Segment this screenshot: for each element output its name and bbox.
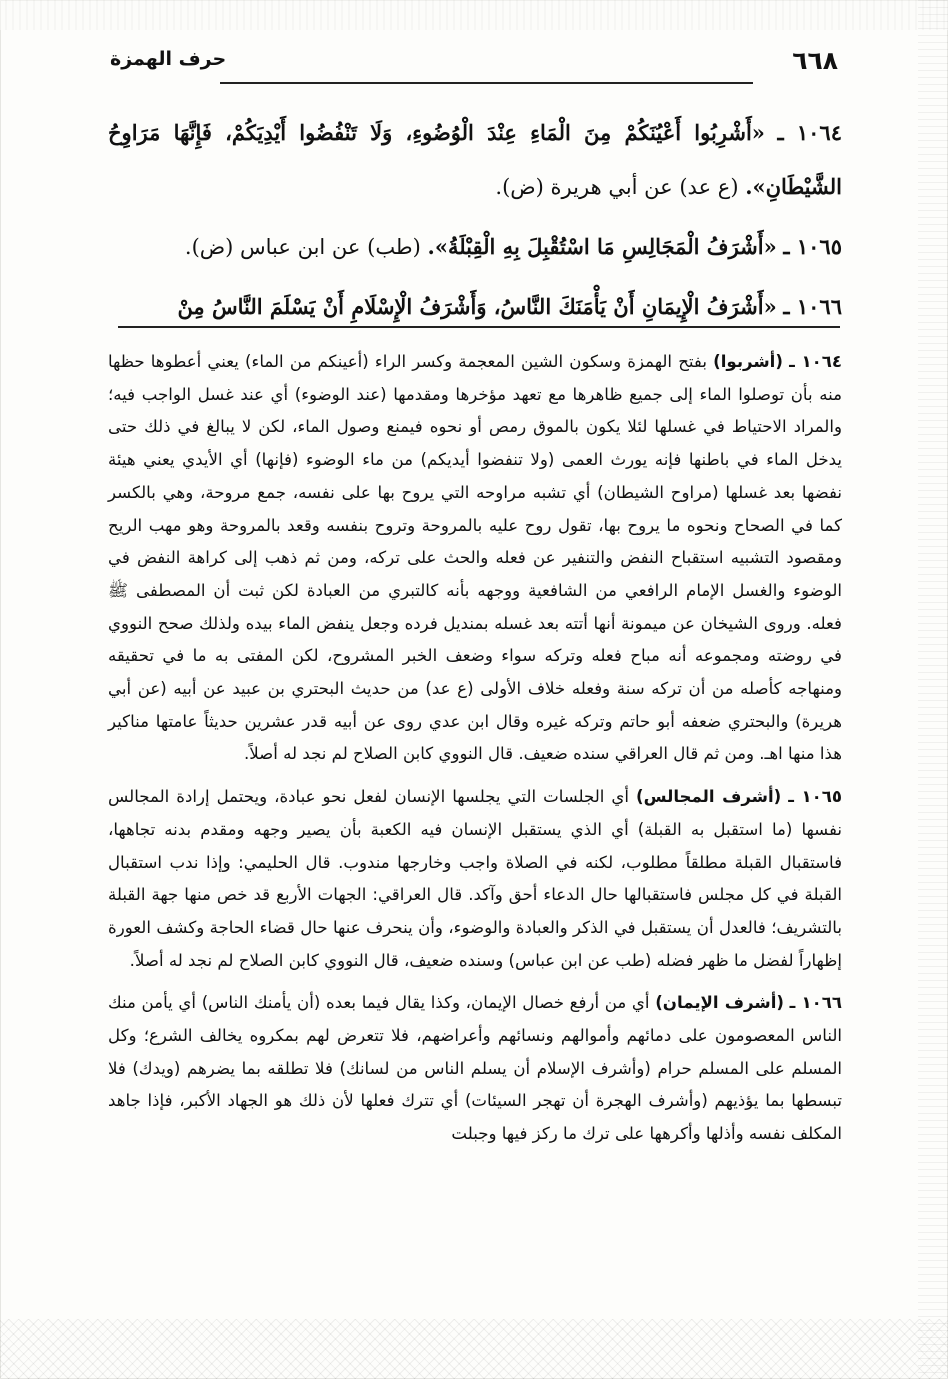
scan-edge-bottom (0, 1319, 948, 1379)
header-rule (220, 82, 753, 84)
hadith-source: (طب) عن ابن عباس (ض). (184, 235, 421, 259)
footnote-separator (118, 326, 840, 328)
commentary-heading: (أشربوا) (713, 352, 783, 371)
hadith-text: «أَشْرِبُوا أَعْيُنَكُمْ مِنَ الْمَاءِ عِنْدَ الْوُضُوءِ، وَلَا تَنْفُضُوا أَيْدِيَكُمْ، فَإِنَّهَا مَرَاوِحُ الشَّيْطَانِ». (108, 120, 842, 199)
hadith-source: (ع عد) عن أبي هريرة (ض). (495, 175, 739, 199)
commentary-1064 (108, 346, 842, 771)
page-header (110, 46, 838, 86)
hadith-1065 (108, 220, 842, 274)
commentary-heading: (أشرف المجالس) (636, 787, 782, 807)
hadith-text-section (108, 106, 842, 340)
hadith-number: ١٠٦٤ ـ (777, 120, 842, 145)
commentary-number: ١٠٦٦ ـ (789, 993, 843, 1013)
commentary-text: أي الجلسات التي يجلسها الإنسان لفعل نحو عبادة، ويحتمل إرادة المجالس نفسها (ما استقبل به القبلة) أي الذي يستقبل الإنسان فيه الكعبة بأن يصير وجهه ومقدم بدنه تجاهها، فاستقبال القبلة مطلقاً مطلوب، لكنه في الصلاة واجب وخارجها مندوب. قال الحليمي: وإذا ندب استقبال القبلة في كل مجلس فاستقبالها حال الدعاء أحق وآكد. قال العراقي: الجهات الأربع قد خص منها جهة القبلة بالتشريف؛ فالعدل أن يستقبل في الذكر والعبادة والوضوء، وأن ينحرف عنها حال قضاء الحاجة وكشف العورة إظهاراً لفضل ما ظهر فضله (طب عن ابن عباس) وسنده ضعيف، قال النووي كابن الصلاح لم نجد له أصلاً. (108, 787, 842, 970)
commentary-heading: (أشرف الإيمان) (655, 993, 784, 1013)
commentary-number: ١٠٦٤ ـ (789, 352, 843, 371)
hadith-text: «أَشْرَفُ الْمَجَالِسِ مَا اسْتُقْبِلَ بِهِ الْقِبْلَةُ». (427, 234, 777, 259)
commentary-section (108, 346, 842, 1161)
hadith-number: ١٠٦٥ ـ (783, 234, 842, 259)
hadith-text: «أَشْرَفُ الْإِيمَانِ أَنْ يَأْمَنَكَ النَّاسُ، وَأَشْرَفُ الْإِسْلَامِ أَنْ يَسْلَمَ النَّاسُ مِنْ (177, 294, 777, 319)
hadith-1064 (108, 106, 842, 214)
chapter-title: حرف الهمزة (110, 48, 227, 70)
commentary-text: أي من أرفع خصال الإيمان، وكذا يقال فيما بعده (أن يأمنك الناس) أي يأمن منك الناس المعصومون على دمائهم وأموالهم ونسائهم وأعراضهم، فلا تتعرض لهم بمكروه يخالف الشرع؛ وكل المسلم على المسلم حرام (وأشرف الإسلام أن يسلم الناس من لسانك) فلا تطلقه بما يضرهم (ويدك) فلا تبسطها بما يؤذيهم (وأشرف الهجرة أن تهجر السيئات) أي تترك فعلها لأن ذلك هو الجهاد الأكبر، فإذا جاهد المكلف نفسه وأذلها وأكرهها على ترك ما ركز فيها وجبلت (108, 993, 842, 1144)
scan-edge-top (0, 0, 948, 30)
commentary-1066 (108, 987, 842, 1151)
scan-edge-right (918, 0, 948, 1379)
page-number: ٦٦٨ (792, 46, 838, 75)
commentary-number: ١٠٦٥ ـ (788, 787, 842, 807)
commentary-1065 (108, 781, 842, 977)
commentary-text: بفتح الهمزة وسكون الشين المعجمة وكسر الراء (أعينكم من الماء) يعني أعطوها حظها منه بأن توصلوا الماء إلى جميع ظاهرها مع تعهد مؤخرها ومقدمها (عند الوضوء) أي عند غسل الواجب فيه؛ والمراد الاحتياط في غسلها لئلا يكون بالموق رمص أو نحوه فيمنع وصول الماء، لكن لا يبالغ في ذلك حتى يدخل الماء في باطنها فإنه يورث العمى (ولا تنفضوا أيديكم) من ماء الوضوء (فإنها) أي الأيدي يعني هيئة نفضها بعد غسلها (مراوح الشيطان) أي تشبه مراوحه التي يروح بها على نفسه، جمع مروحة، وهي بالكسر كما في الصحاح ونحوه ما يروح بها، تقول روح عليه بالمروحة وتروح بنفسه وقعد بالمروحة وهو مهب الريح ومقصود التشبيه استقباح النفض والتنفير عن فعله والحث على تركه، ومن ثم ذهب إلى كراهة النفض في الوضوء والغسل الإمام الرافعي من الشافعية ووجهه بأنه كالتبري من العبادة لكن ثبت أن المصطفى ﷺ فعله. وروى الشيخان عن ميمونة أنها أتته بعد غسله بمنديل فرده وجعل ينفض الماء بيده ولذلك صحح النووي في روضته ومجموعه أنه مباح فعله وتركه سواء وضعف الخبر المشروح، لكن المفتى به ما في تحقيقه ومنهاجه كأصله من أن تركه سنة وفعله خلاف الأولى (ع عد) من حديث البحتري بن عبيد عن أبيه (عن أبي هريرة) والبحتري ضعفه أبو حاتم وتركه غيره وقال ابن عدي روى عن أبيه قدر عشرين حديثاً عامتها مناكير هذا منها اهـ. ومن ثم قال العراقي سنده ضعيف. قال النووي كابن الصلاح لم نجد له أصلاً. (108, 352, 842, 764)
hadith-number: ١٠٦٦ ـ (783, 294, 842, 319)
